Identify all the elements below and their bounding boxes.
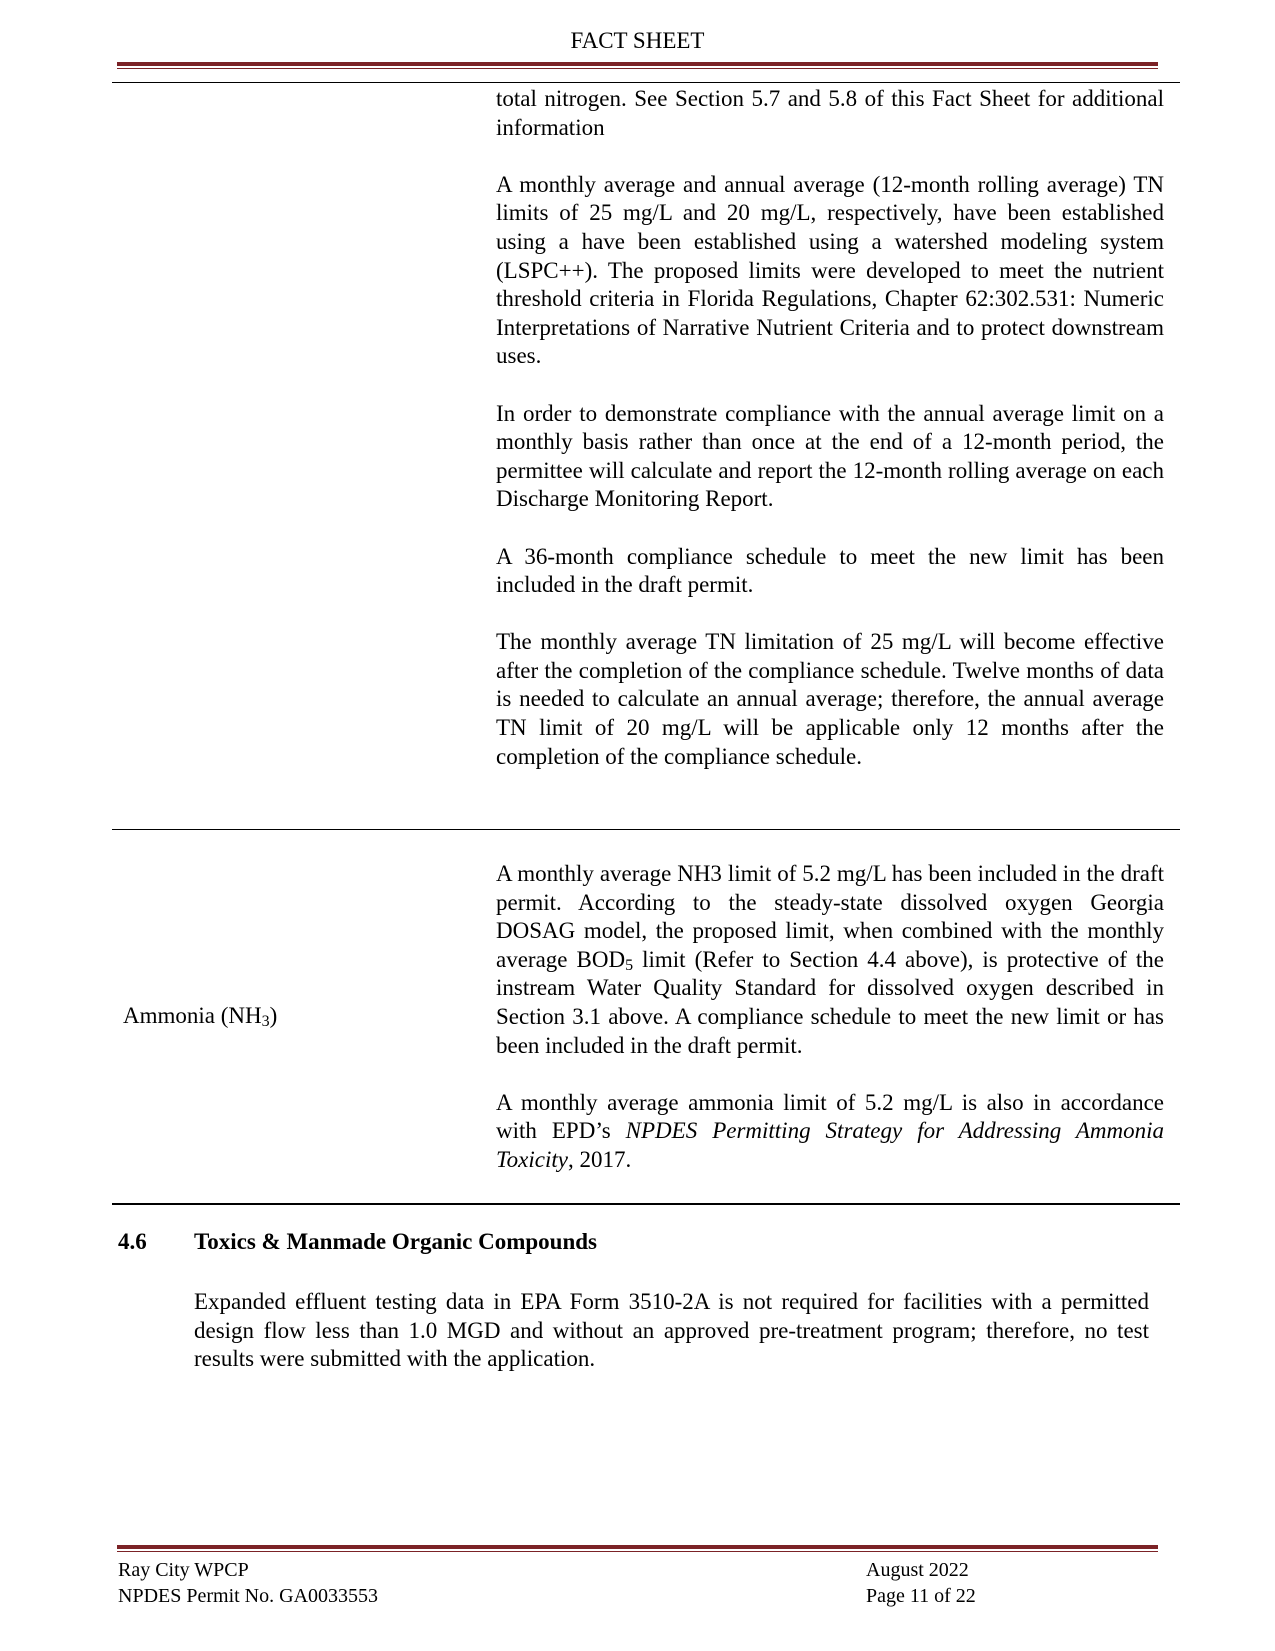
tn-description bbox=[496, 85, 1164, 800]
footer-permit: NPDES Permit No. GA0033553 bbox=[118, 1585, 379, 1607]
section-heading: Toxics & Manmade Organic Compounds bbox=[194, 1229, 597, 1254]
section-number: 4.6 bbox=[118, 1229, 147, 1254]
tn-paragraph: A monthly average and annual average (12-month rolling average) TN limits of 25 mg/L and 20 mg/L, respectively, have been established using a have been established using a watershed modeling system (LSPC++). The proposed limits were developed to meet the nutrient threshold criteria in Florida Regulations, Chapter 62:302.531: Numeric Interpretations of Narrative Nutrient Criteria and to protect downstream uses. bbox=[496, 171, 1164, 369]
page-header-title: FACT SHEET bbox=[570, 28, 705, 53]
table-bottom-border bbox=[112, 1203, 1180, 1205]
tn-paragraph: total nitrogen. See Section 5.7 and 5.8 of this Fact Sheet for additional information bbox=[496, 86, 1164, 140]
header-rule bbox=[117, 62, 1158, 66]
footer-page-number: Page 11 of 22 bbox=[866, 1585, 976, 1607]
footer-left bbox=[118, 1557, 378, 1609]
table-top-border bbox=[112, 82, 1180, 83]
ammonia-paragraph: A monthly average ammonia limit of 5.2 mg/L is also in accordance with EPD’s NPDES Permitting Strategy for Addressing Ammonia Toxicity, 2017. bbox=[496, 1089, 1164, 1172]
footer-right bbox=[866, 1557, 976, 1609]
tn-paragraph: The monthly average TN limitation of 25 mg/L will become effective after the completion of the compliance schedule. Twelve months of data is needed to calculate an annual average; therefore, the annual average TN limit of 20 mg/L will be applicable only 12 months after the completion of the compliance schedule. bbox=[496, 629, 1164, 769]
footer-date: August 2022 bbox=[866, 1559, 969, 1581]
ammonia-row-label: Ammonia $(NH_3)$ bbox=[123, 1003, 278, 1030]
footer-rule-thin bbox=[117, 1551, 1158, 1552]
ammonia-description bbox=[496, 860, 1164, 1203]
ammonia-paragraph: A monthly average NH3 limit of 5.2 mg/L has been included in the draft permit. According to the steady-state dissolved oxygen Georgia DOSAG model, the proposed limit, when combined with the monthly average $BOD_5$ limit (Refer to Section 4.4 above), is protective of the instream Water Quality Standard for dissolved oxygen described in Section 3.1 above. A compliance schedule to meet the new limit or has been included in the draft permit. bbox=[496, 861, 1164, 1058]
footer-facility: Ray City WPCP bbox=[118, 1559, 249, 1581]
tn-paragraph: A 36-month compliance schedule to meet the new limit has been included in the draft permit. bbox=[496, 543, 1164, 598]
table-row-divider bbox=[112, 829, 1180, 830]
section-paragraph: Expanded effluent testing data in EPA Form 3510-2A is not required for facilities with a permitted design flow less than 1.0 MGD and without an approved pre-treatment program; therefore, no test results were submitted with the application. bbox=[194, 1289, 1149, 1372]
header-rule-thin bbox=[117, 68, 1158, 69]
tn-paragraph: In order to demonstrate compliance with the annual average limit on a monthly basis rather than once at the end of a 12-month period, the permittee will calculate and report the 12-month rolling average on each Discharge Monitoring Report. bbox=[496, 400, 1164, 512]
footer-rule bbox=[117, 1545, 1158, 1549]
